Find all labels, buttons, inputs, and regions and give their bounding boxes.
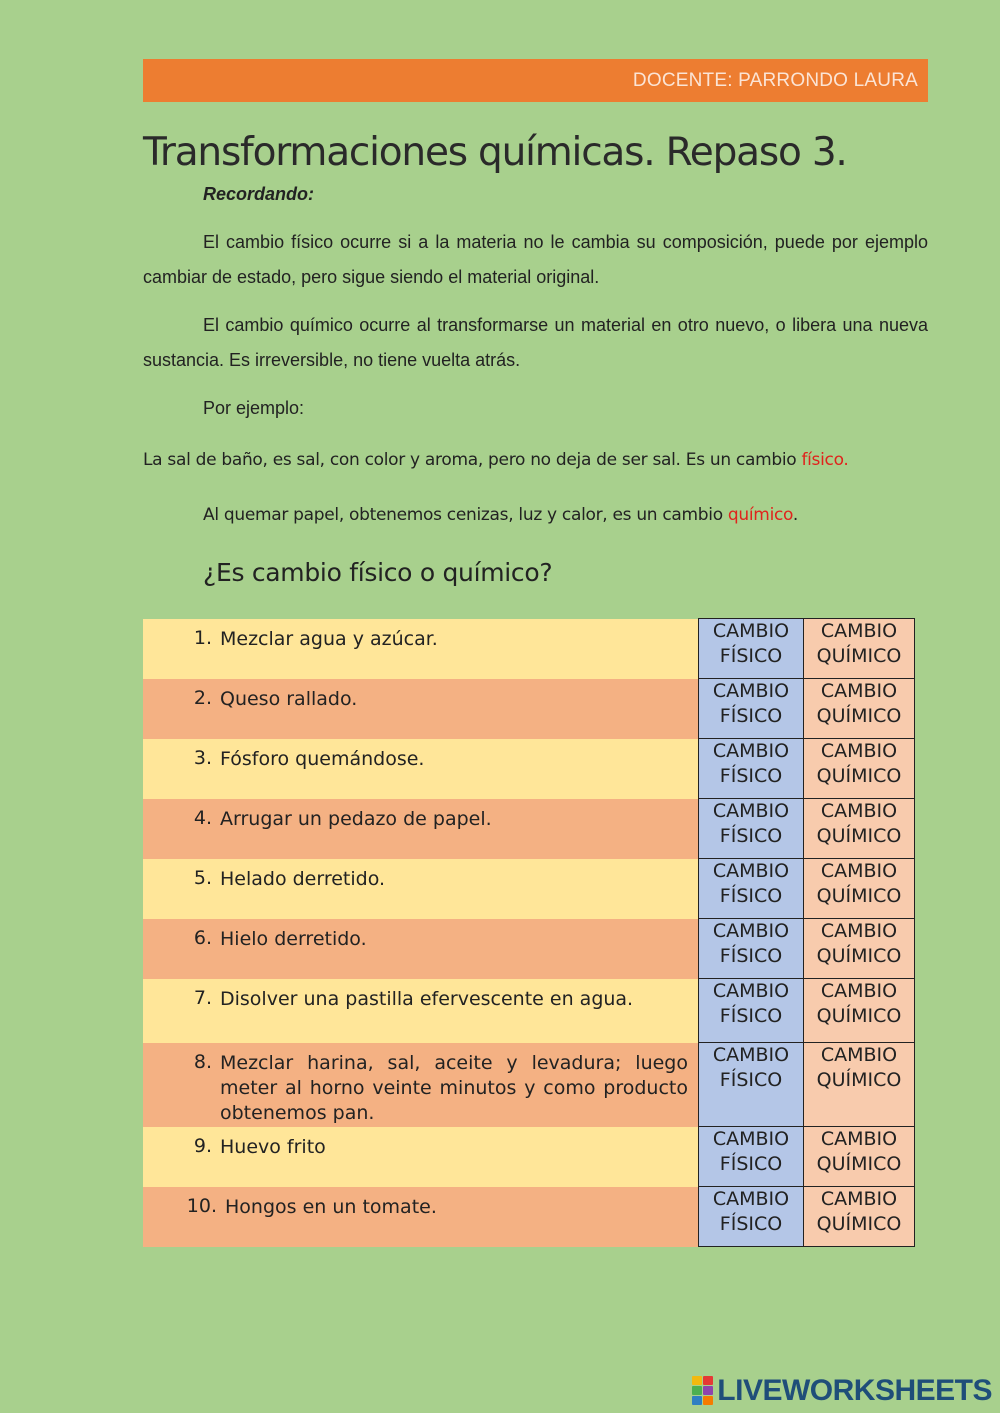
option-physical-line2: FÍSICO (719, 945, 783, 967)
brand-name: LIVEWORKSHEETS (717, 1374, 992, 1407)
quiz-item-text: Huevo frito (220, 1135, 326, 1158)
option-physical-line1: CAMBIO (712, 620, 790, 642)
option-chemical-line2: QUÍMICO (816, 705, 902, 727)
option-physical-line2: FÍSICO (719, 885, 783, 907)
quiz-row (143, 619, 915, 679)
option-chemical-line2: QUÍMICO (816, 1213, 902, 1235)
quiz-item-text: Helado derretido. (220, 867, 386, 890)
option-physical-change[interactable] (699, 1187, 804, 1247)
example-chemical-highlight: químico (727, 505, 793, 525)
quiz-item-number: 5. (193, 866, 212, 889)
option-chemical-change[interactable] (804, 619, 915, 679)
option-chemical-line2: QUÍMICO (816, 645, 902, 667)
quiz-row (143, 1187, 915, 1247)
quiz-item-text: Hongos en un tomate. (225, 1195, 437, 1218)
option-physical-line2: FÍSICO (719, 705, 783, 727)
quiz-item (143, 1043, 699, 1127)
quiz-table (143, 618, 915, 1247)
option-chemical-change[interactable] (804, 799, 915, 859)
option-chemical-change[interactable] (804, 979, 915, 1043)
liveworksheets-logo (692, 1374, 992, 1408)
option-physical-change[interactable] (699, 739, 804, 799)
option-physical-line1: CAMBIO (712, 680, 790, 702)
quiz-item-text: Mezclar harina, sal, aceite y levadura; luego meter al horno veinte minutos y como producto obtenemos pan. (220, 1051, 688, 1124)
option-physical-line2: FÍSICO (719, 825, 783, 847)
option-physical-line1: CAMBIO (712, 860, 790, 882)
option-physical-change[interactable] (699, 919, 804, 979)
paragraph-physical-change: El cambio físico ocurre si a la materia no le cambia su composición, puede por ejemplo cambiar de estado, pero sigue siendo el material original. (143, 232, 928, 287)
option-physical-line1: CAMBIO (712, 1044, 790, 1066)
option-physical-line1: CAMBIO (712, 980, 790, 1002)
option-physical-line2: FÍSICO (719, 765, 783, 787)
quiz-item-number: 4. (193, 806, 212, 829)
quiz-row (143, 979, 915, 1043)
option-physical-change[interactable] (699, 679, 804, 739)
quiz-item-number: 7. (193, 986, 212, 1009)
option-physical-line2: FÍSICO (719, 1153, 783, 1175)
quiz-item (143, 1127, 699, 1187)
quiz-item-number: 1. (193, 626, 212, 649)
quiz-item (143, 619, 699, 679)
quiz-item (143, 679, 699, 739)
option-chemical-change[interactable] (804, 679, 915, 739)
option-chemical-line1: CAMBIO (820, 1044, 898, 1066)
option-chemical-line1: CAMBIO (820, 860, 898, 882)
option-physical-line1: CAMBIO (712, 920, 790, 942)
quiz-row (143, 919, 915, 979)
quiz-item (143, 859, 699, 919)
example-physical-text: La sal de baño, es sal, con color y aroma, pero no deja de ser sal. Es un cambio (143, 450, 802, 470)
option-chemical-line2: QUÍMICO (816, 1005, 902, 1027)
quiz-row (143, 1043, 915, 1127)
quiz-row (143, 679, 915, 739)
option-chemical-change[interactable] (804, 919, 915, 979)
option-physical-line2: FÍSICO (719, 1005, 783, 1027)
header-bar (143, 59, 928, 102)
teacher-label: DOCENTE: PARRONDO LAURA (632, 69, 918, 91)
option-physical-line1: CAMBIO (712, 1128, 790, 1150)
page-title: Transformaciones químicas. Repaso 3. (143, 130, 847, 175)
option-physical-change[interactable] (699, 1127, 804, 1187)
example-chemical-text: Al quemar papel, obtenemos cenizas, luz y calor, es un cambio (203, 505, 728, 525)
option-physical-line1: CAMBIO (712, 1188, 790, 1210)
quiz-item-number: 6. (193, 926, 212, 949)
quiz-item-number: 8. (193, 1050, 212, 1073)
quiz-item (143, 1187, 699, 1247)
example-chemical (203, 505, 798, 525)
live-badge-icon (692, 1376, 714, 1406)
option-physical-line2: FÍSICO (719, 645, 783, 667)
option-chemical-line2: QUÍMICO (816, 1069, 902, 1091)
option-physical-change[interactable] (699, 1043, 804, 1127)
quiz-item (143, 919, 699, 979)
option-physical-change[interactable] (699, 859, 804, 919)
quiz-row (143, 739, 915, 799)
example-physical-highlight: físico. (801, 450, 849, 470)
quiz-item-text: Hielo derretido. (220, 927, 367, 950)
option-chemical-line1: CAMBIO (820, 980, 898, 1002)
option-chemical-line2: QUÍMICO (816, 885, 902, 907)
option-chemical-change[interactable] (804, 1127, 915, 1187)
option-physical-line2: FÍSICO (719, 1069, 783, 1091)
option-chemical-line1: CAMBIO (820, 680, 898, 702)
option-physical-change[interactable] (699, 619, 804, 679)
quiz-item-number: 2. (193, 686, 212, 709)
quiz-row (143, 799, 915, 859)
option-chemical-line1: CAMBIO (820, 800, 898, 822)
quiz-item-text: Disolver una pastilla efervescente en agua. (220, 987, 634, 1010)
quiz-item-text: Fósforo quemándose. (220, 747, 425, 770)
quiz-row (143, 1127, 915, 1187)
option-chemical-change[interactable] (804, 739, 915, 799)
option-chemical-line1: CAMBIO (820, 620, 898, 642)
option-physical-change[interactable] (699, 799, 804, 859)
option-chemical-line2: QUÍMICO (816, 1153, 902, 1175)
quiz-item-number: 3. (193, 746, 212, 769)
option-chemical-line1: CAMBIO (820, 1188, 898, 1210)
quiz-row (143, 859, 915, 919)
option-physical-line2: FÍSICO (719, 1213, 783, 1235)
option-chemical-change[interactable] (804, 1187, 915, 1247)
example-physical (143, 450, 849, 470)
quiz-item (143, 979, 699, 1043)
option-chemical-line1: CAMBIO (820, 1128, 898, 1150)
option-chemical-line1: CAMBIO (820, 740, 898, 762)
quiz-item (143, 739, 699, 799)
quiz-item-text: Arrugar un pedazo de papel. (220, 807, 492, 830)
paragraph-chemical-change: El cambio químico ocurre al transformarse un material en otro nuevo, o libera una nueva sustancia. Es irreversible, no tiene vuelta atrás. (143, 315, 928, 370)
option-physical-line1: CAMBIO (712, 800, 790, 822)
quiz-item (143, 799, 699, 859)
option-physical-line1: CAMBIO (712, 740, 790, 762)
quiz-question: ¿Es cambio físico o químico? (203, 558, 553, 587)
option-chemical-line1: CAMBIO (820, 920, 898, 942)
option-physical-change[interactable] (699, 979, 804, 1043)
option-chemical-line2: QUÍMICO (816, 765, 902, 787)
intro-label: Recordando: (203, 184, 315, 204)
option-chemical-change[interactable] (804, 859, 915, 919)
example-chemical-end: . (792, 505, 798, 525)
option-chemical-change[interactable] (804, 1043, 915, 1127)
option-chemical-line2: QUÍMICO (816, 825, 902, 847)
quiz-item-number: 9. (193, 1134, 212, 1157)
quiz-item-text: Mezclar agua y azúcar. (220, 627, 438, 650)
quiz-item-text: Queso rallado. (220, 687, 358, 710)
option-chemical-line2: QUÍMICO (816, 945, 902, 967)
example-label: Por ejemplo: (203, 398, 305, 418)
quiz-item-number: 10. (186, 1194, 217, 1217)
